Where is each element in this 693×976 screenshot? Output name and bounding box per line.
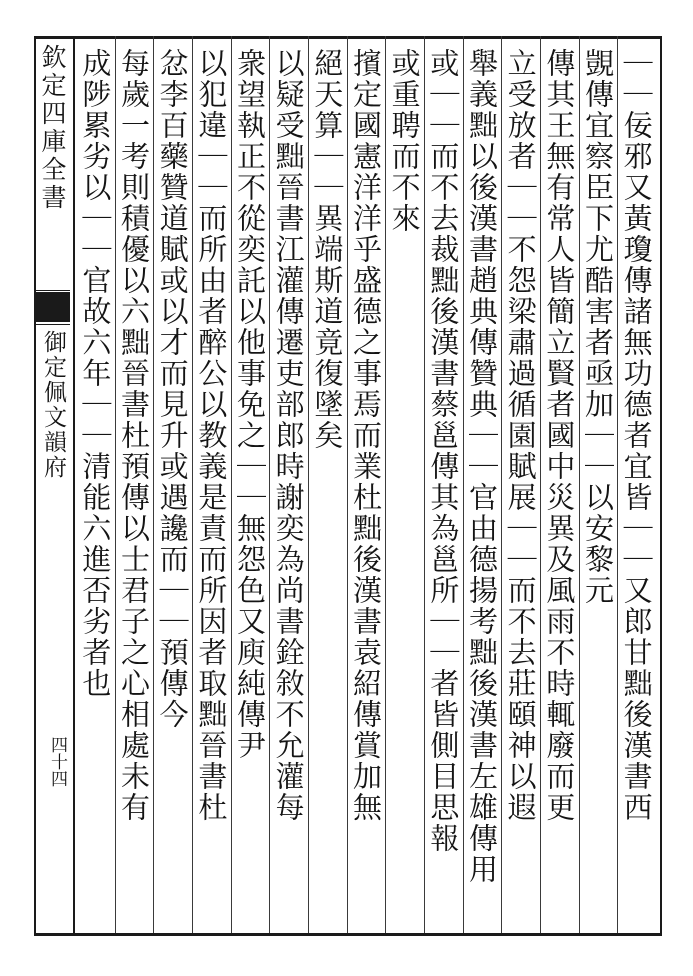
- column-divider: [501, 36, 502, 933]
- text-column: 傳其王無有常人皆簡立賢者國中災異及風雨不時輒廢而更: [542, 48, 577, 823]
- column-divider: [153, 36, 154, 933]
- text-column: 以犯違｜｜而所由者醉公以教義是責而所因者取黜晉書杜: [194, 48, 229, 823]
- text-column: 忿李百藥贊道賦或以才而見升或遇讒而｜｜預傳今: [155, 48, 190, 730]
- text-column: 擯定國憲洋洋乎盛德之事焉而業杜黜後漢書袁紹傳賞加無: [349, 48, 383, 823]
- column-divider: [617, 36, 618, 933]
- text-column: 舉義黜以後漢書趙典傳贊典｜｜官由德揚考黜後漢書左雄傳用: [465, 48, 499, 885]
- column-divider: [463, 36, 464, 933]
- margin-rule: [73, 36, 75, 933]
- fish-tail-mark: [36, 292, 70, 322]
- text-column: 以疑受黜晉書江灌傳遷吏部郎時謝奕為尚書銓敘不允灌每: [271, 48, 306, 823]
- column-divider: [308, 36, 309, 933]
- column-divider: [579, 36, 580, 933]
- text-column: 或重聘而不來: [387, 48, 422, 234]
- text-column: 每歲一考則積優以六黜晉書杜預傳以士君子之心相處未有: [117, 48, 151, 823]
- text-column: 覬傳宜察臣下尤酷害者亟加｜｜以安黎元: [581, 48, 615, 606]
- column-divider: [269, 36, 270, 933]
- text-column: 立受放者｜｜不怨梁肅過循園賦展｜｜而不去莊頤神以遐: [503, 48, 538, 823]
- margin-rule-lower: [36, 324, 70, 325]
- text-column: 絕天算｜｜異端斯道竟復墜矣: [310, 48, 345, 451]
- column-divider: [347, 36, 348, 933]
- collection-title: 欽定四庫全書: [38, 44, 67, 212]
- column-divider: [424, 36, 425, 933]
- text-column: 衆望執正不從奕託以他事免之｜｜無怨色又庾純傳尹: [233, 48, 267, 761]
- page-number: 四十四: [47, 736, 67, 787]
- margin-rule-upper: [36, 290, 70, 291]
- book-title: 御定佩文韻府: [40, 330, 66, 480]
- column-divider: [231, 36, 232, 933]
- column-divider: [540, 36, 541, 933]
- column-divider: [192, 36, 193, 933]
- text-column: 成陟累劣以｜｜官故六年｜｜清能六進否劣者也: [78, 48, 113, 699]
- column-divider: [115, 36, 116, 933]
- text-column: ｜｜佞邪又黃瓊傳諸無功德者宜皆｜｜又郎甘黜後漢書西: [619, 48, 654, 823]
- column-divider: [385, 36, 386, 933]
- text-column: 或｜｜而不去裁黜後漢書蔡邕傳其為邕所｜｜者皆側目思報: [426, 48, 461, 854]
